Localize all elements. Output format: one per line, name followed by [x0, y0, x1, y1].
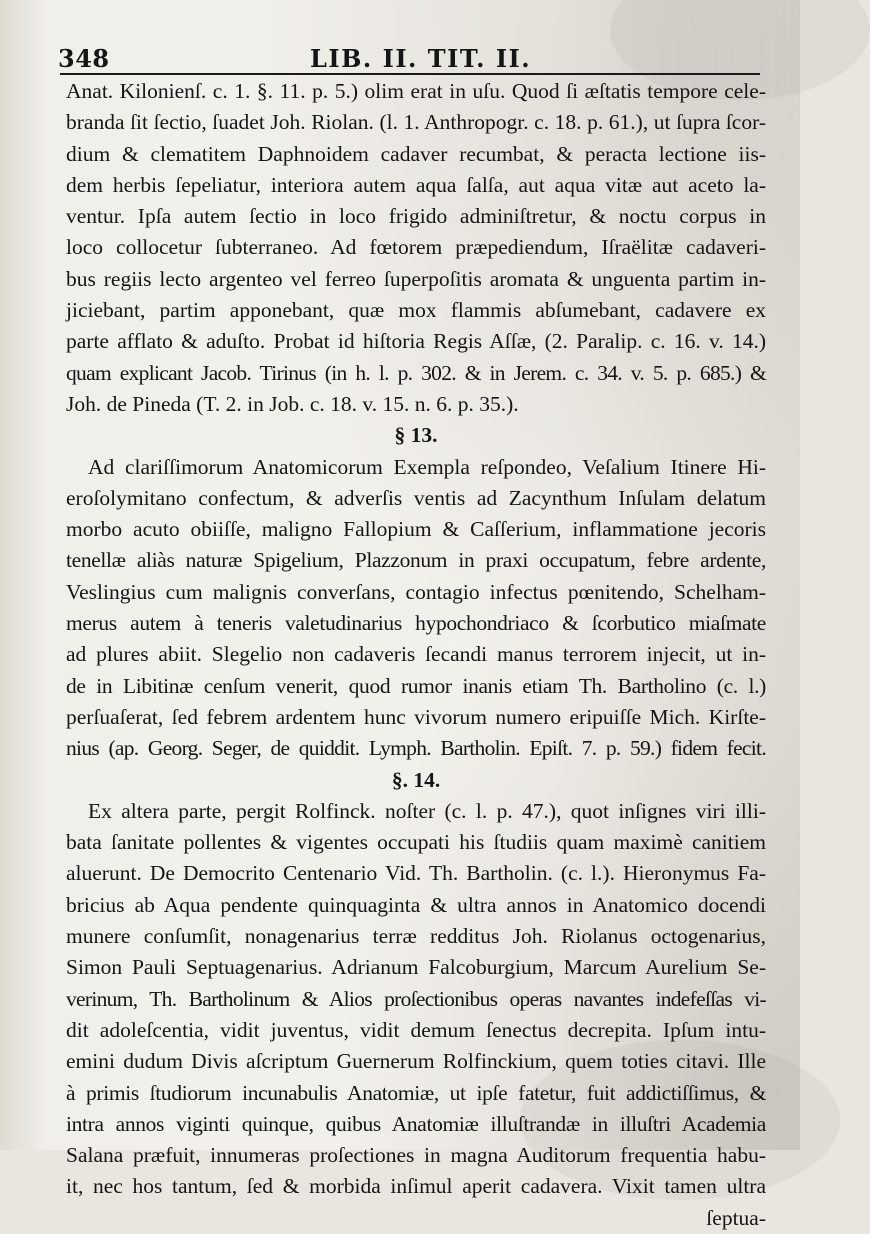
text-line: à primis ſtudiorum incunabulis Anatomiæ, ut ipſe fatetur, fuit addictiſſimus, & — [66, 1080, 766, 1105]
text-line: ad plures abiit. Slegelio non cadaveris ſecandi manus terrorem injecit, ut in- — [66, 642, 766, 667]
text-line: aluerunt. De Democrito Centenario Vid. Th. Bartholin. (c. l.). Hieronymus Fa- — [66, 861, 766, 886]
catchword: ſeptua- — [706, 1205, 766, 1230]
text-line: Anat. Kilonienſ. c. 1. §. 11. p. 5.) olim erat in uſu. Quod ſi æſtatis tempore cele- — [66, 79, 766, 103]
text-line: bricius ab Aqua pendente quinquaginta & ultra annos in Anatomico docendi — [66, 892, 766, 917]
text-line: jiciebant, partim apponebant, quæ mox flammis abſumebant, cadavere ex — [66, 298, 766, 323]
text-line: perſuaſerat, ſed febrem ardentem hunc vivorum numero eripuiſſe Mich. Kirſte- — [66, 704, 766, 729]
text-line: munere conſumſit, nonagenarius terræ redditus Joh. Riolanus octogenarius, — [66, 924, 766, 949]
section-heading: §. 14. — [391, 767, 441, 792]
text-line: branda ſit ſectio, ſuadet Joh. Riolan. (l. 1. Anthropogr. c. 18. p. 61.), ut ſupra ſcor- — [66, 110, 766, 135]
text-line: bus regiis lecto argenteo vel ferreo ſuperpoſitis aromata & unguenta partim in- — [66, 266, 766, 291]
text-line: dem herbis ſepeliatur, interiora autem aqua ſalſa, aut aqua vitæ aut aceto la- — [66, 172, 766, 197]
text-line: parte afflato & aduſto. Probat id hiſtoria Regis Aſſæ, (2. Paralip. c. 16. v. 14.) — [66, 329, 766, 354]
body-text — [66, 76, 766, 1234]
text-line: quam explicant Jacob. Tirinus (in h. l. p. 302. & in Jerem. c. 34. v. 5. p. 685.) & — [66, 360, 766, 385]
text-line: Veslingius cum malignis converſans, contagio infectus pœnitendo, Schelham- — [66, 579, 766, 604]
section-heading: § 13. — [394, 423, 438, 448]
text-line: verinum, Th. Bartholinum & Alios proſectionibus operas navantes indefeſſas vi- — [66, 986, 766, 1011]
text-line: emini dudum Divis aſcriptum Guernerum Rolfinckium, quem toties citavi. Ille — [66, 1049, 766, 1074]
text-line: Simon Pauli Septuagenarius. Adrianum Falcoburgium, Marcum Aurelium Se- — [66, 955, 766, 980]
text-line: nius (ap. Georg. Seger, de quiddit. Lymph. Bartholin. Epiſt. 7. p. 59.) fidem fecit. — [66, 736, 766, 761]
text-line: loco collocetur ſubterraneo. Ad fœtorem præpediendum, Iſraëlitæ cadaveri- — [66, 235, 766, 260]
text-line: merus autem à teneris valetudinarius hypochondriaco & ſcorbutico miaſmate — [66, 611, 766, 636]
header-rule — [60, 73, 760, 75]
text-line: bata ſanitate pollentes & vigentes occupati his ſtudiis quam maximè canitiem — [66, 830, 766, 855]
text-line: Salana præfuit, innumeras proſectiones in magna Auditorum frequentia habu- — [66, 1143, 766, 1168]
text-line: Ex altera parte, pergit Rolfinck. noſter (c. l. p. 47.), quot inſignes viri illi- — [88, 798, 766, 823]
text-line: dium & clematitem Daphnoidem cadaver recumbat, & peracta lectione iis- — [66, 141, 766, 166]
text-line: dit adoleſcentia, vidit juventus, vidit demum ſenectus decrepita. Ipſum intu- — [66, 1017, 766, 1042]
text-line: de in Libitinæ cenſum venerit, quod rumor inanis etiam Th. Bartholino (c. l.) — [66, 673, 766, 698]
text-line: ventur. Ipſa autem ſectio in loco frigido adminiſtretur, & noctu corpus in — [66, 204, 766, 229]
text-line: intra annos viginti quinque, quibus Anatomiæ illuſtrandæ in illuſtri Academia — [66, 1111, 766, 1136]
text-line: eroſolymitano confectum, & adverſis ventis ad Zacynthum Inſulam delatum — [66, 485, 766, 510]
running-head: LIB. II. TIT. II. — [310, 44, 532, 73]
page-header — [58, 40, 758, 74]
text-line: tenellæ aliàs naturæ Spigelium, Plazzonum in praxi occupatum, febre ardente, — [66, 548, 766, 573]
page-number: 348 — [58, 44, 110, 73]
text-line: Joh. de Pineda (T. 2. in Job. c. 18. v. 15. n. 6. p. 35.). — [66, 391, 519, 416]
text-line: morbo acuto obiiſſe, maligno Fallopium & Caſſerium, inflammatione jecoris — [66, 517, 766, 542]
text-line: it, nec hos tantum, ſed & morbida inſimul aperit cadavera. Vixit tamen ultra — [66, 1174, 766, 1199]
text-line: Ad clariſſimorum Anatomicorum Exempla reſpondeo, Veſalium Itinere Hi- — [88, 454, 766, 479]
